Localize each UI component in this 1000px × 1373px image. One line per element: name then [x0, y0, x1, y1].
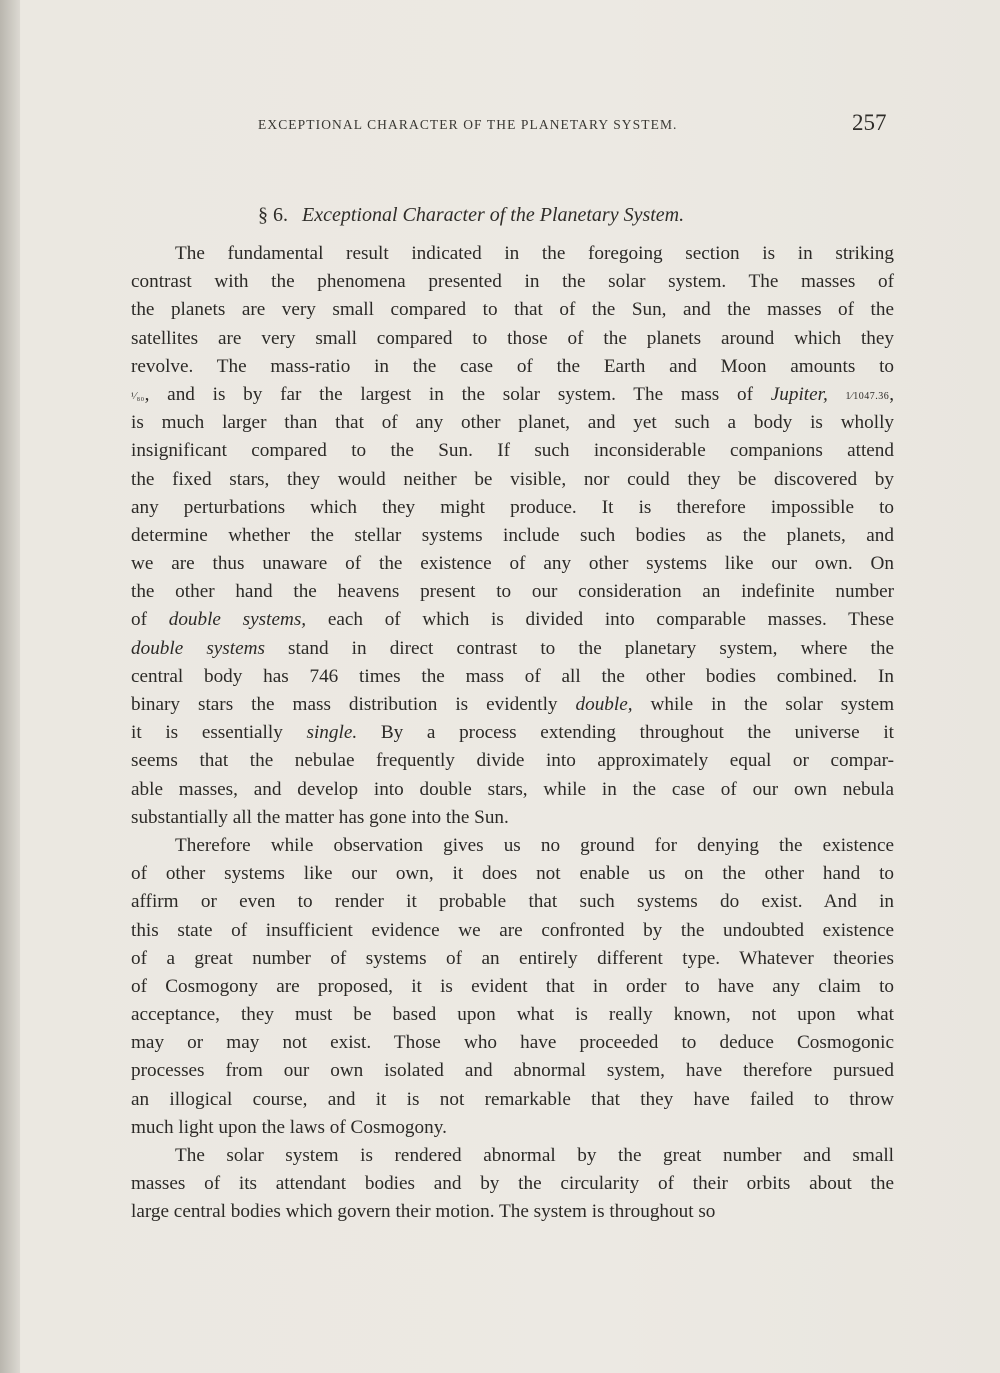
text-segment: binary stars the mass distribution is evidently — [131, 694, 576, 715]
text-line — [131, 268, 894, 296]
text-line — [131, 494, 894, 522]
text-line — [131, 945, 894, 973]
text-line — [131, 1170, 894, 1198]
text-segment: we are thus unaware of the existence of any other systems like our own. On — [131, 553, 894, 575]
text-line — [131, 747, 894, 775]
text-segment: this state of insufficient evidence we are confronted by the undoubted existence — [131, 919, 894, 941]
text-line — [131, 466, 894, 494]
text-line — [131, 578, 894, 606]
text-line — [131, 973, 894, 1001]
text-line — [131, 860, 894, 888]
text-segment: stand in direct contrast to the planetary system, where the — [264, 637, 894, 659]
text-segment: , — [889, 383, 894, 405]
text-segment: processes from our own isolated and abnormal system, have therefore pursued — [131, 1060, 894, 1082]
text-segment: it is essentially — [131, 722, 307, 744]
text-segment — [828, 384, 846, 405]
text-segment: large central bodies which govern their motion. The system is throughout so — [131, 1201, 716, 1223]
text-segment: By a process extending throughout the universe it — [357, 722, 894, 744]
text-segment: the other hand the heavens present to our consideration an indefinite number — [131, 581, 894, 603]
text-segment: may or may not exist. Those who have proceeded to deduce Cosmogonic — [131, 1032, 894, 1054]
text-segment: masses of its attendant bodies and by the circularity of their orbits about the — [131, 1173, 894, 1195]
text-segment: substantially all the matter has gone into the Sun. — [131, 806, 509, 828]
text-segment: while in the solar system — [632, 694, 895, 715]
text-segment: determine whether the stellar systems include such bodies as the planets, and — [131, 524, 894, 546]
text-line — [131, 437, 894, 465]
text-line — [131, 1086, 894, 1114]
text-line — [131, 606, 894, 634]
section-title: Exceptional Character of the Planetary System. — [302, 204, 685, 226]
text-line — [131, 550, 894, 578]
text-line — [131, 832, 894, 860]
text-line — [131, 719, 894, 747]
text-segment: revolve. The mass-ratio in the case of the Earth and Moon amounts to — [131, 355, 894, 377]
text-segment: The fundamental result indicated in the foregoing section is in striking — [175, 243, 894, 264]
text-segment: affirm or even to render it probable that such systems do exist. And in — [131, 891, 894, 913]
text-segment: seems that the nebulae frequently divide into approximately equal or compar- — [131, 750, 894, 772]
text-line — [131, 635, 894, 663]
text-segment: an illogical course, and it is not remarkable that they have failed to throw — [131, 1088, 894, 1110]
text-line — [131, 522, 894, 550]
text-segment: the planets are very small compared to that of the Sun, and the masses of the — [131, 299, 894, 321]
text-line — [131, 1114, 894, 1142]
text-line — [131, 381, 894, 409]
italic-term: double systems — [131, 637, 265, 659]
text-segment: central body has 746 times the mass of all the other bodies combined. In — [131, 665, 894, 687]
text-segment: of — [131, 609, 169, 631]
fraction: 1⁄1047.36 — [845, 390, 890, 402]
section-number: § 6. — [258, 204, 288, 226]
text-segment: able masses, and develop into double stars, while in the case of our own nebula — [131, 778, 894, 800]
text-line — [131, 325, 894, 353]
text-segment: acceptance, they must be based upon what is really known, not upon what — [131, 1004, 894, 1026]
italic-term: Jupiter, — [770, 383, 828, 405]
section-heading — [258, 204, 684, 227]
text-segment: is much larger than that of any other planet, and yet such a body is wholly — [131, 412, 894, 434]
text-line — [131, 1142, 894, 1170]
text-line — [131, 1029, 894, 1057]
text-line — [131, 691, 894, 719]
text-line — [131, 888, 894, 916]
text-line — [131, 353, 894, 381]
text-line — [131, 1001, 894, 1029]
text-line — [131, 1198, 894, 1226]
italic-term: single. — [306, 722, 358, 744]
text-segment: Therefore while observation gives us no ground for denying the existence — [175, 834, 894, 856]
page-number: 257 — [852, 110, 887, 135]
text-line — [131, 409, 894, 437]
text-line — [131, 804, 894, 832]
text-segment: satellites are very small compared to those of the planets around which they — [131, 327, 894, 349]
text-line — [131, 296, 894, 324]
text-line — [131, 663, 894, 691]
text-segment: much light upon the laws of Cosmogony. — [131, 1116, 447, 1138]
text-segment: the fixed stars, they would neither be visible, nor could they be discovered by — [131, 468, 894, 490]
italic-term: double, — [575, 694, 633, 715]
italic-term: double systems, — [168, 609, 307, 631]
text-segment: contrast with the phenomena presented in the solar system. The masses of — [131, 271, 894, 293]
body-text — [131, 240, 894, 1227]
fraction: ¹⁄₈₀ — [131, 390, 145, 402]
text-line — [131, 240, 894, 268]
text-line — [131, 776, 894, 804]
text-segment: , and is by far the largest in the solar system. The mass of — [144, 383, 771, 405]
text-segment: of other systems like our own, it does not enable us on the other hand to — [131, 863, 894, 885]
text-segment: The solar system is rendered abnormal by the great number and small — [175, 1145, 894, 1166]
text-line — [131, 1057, 894, 1085]
page-gutter-shadow — [0, 0, 20, 1373]
text-segment: insignificant compared to the Sun. If such inconsiderable companions attend — [131, 440, 894, 462]
text-line — [131, 917, 894, 945]
text-segment: each of which is divided into comparable masses. These — [306, 609, 894, 631]
text-segment: any perturbations which they might produce. It is therefore impossible to — [131, 496, 894, 518]
text-segment: of a great number of systems of an entirely different type. Whatever theories — [131, 947, 894, 969]
text-segment: of Cosmogony are proposed, it is evident that in order to have any claim to — [131, 975, 894, 997]
running-head: EXCEPTIONAL CHARACTER OF THE PLANETARY SYSTEM. — [258, 117, 678, 132]
